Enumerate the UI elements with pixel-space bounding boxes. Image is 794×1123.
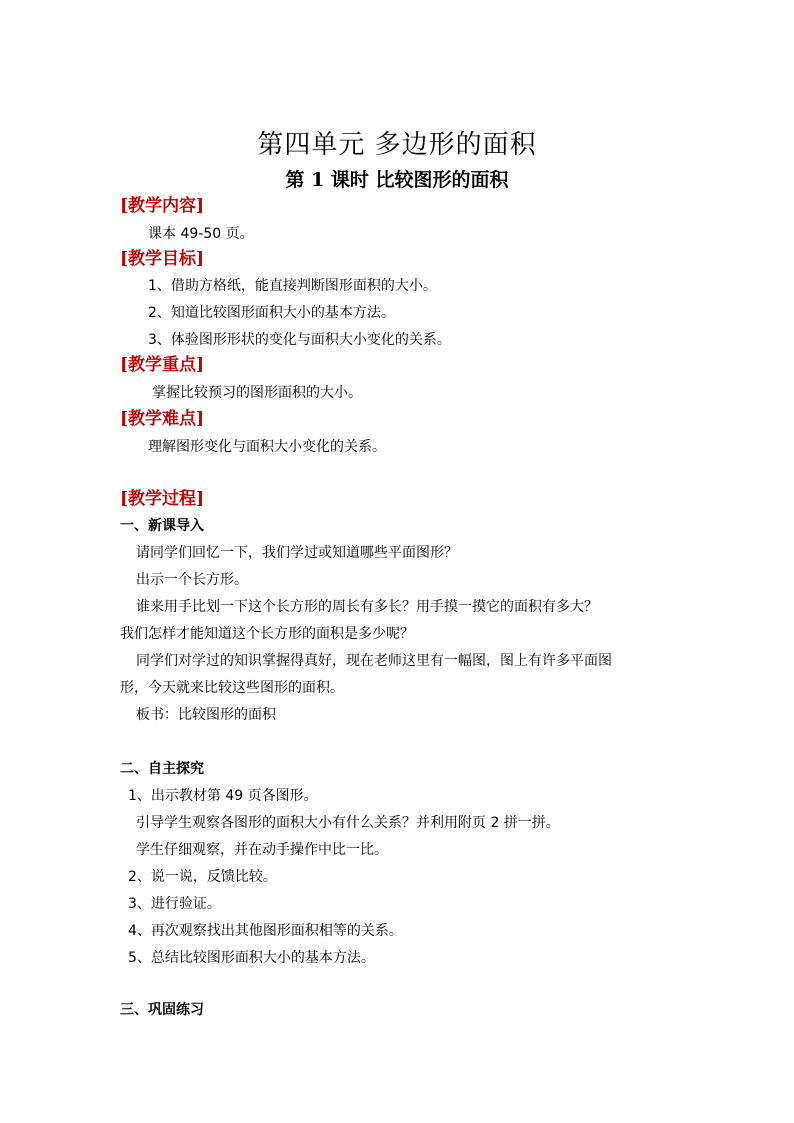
intro-line-1: 请同学们回忆一下，我们学过或知道哪些平面图形？ [136, 545, 458, 561]
explore-line-3: 学生仔细观察，并在动手操作中比一比。 [136, 842, 388, 858]
section-heading-goals: [教学目标] [120, 249, 205, 269]
section-heading-process: [教学过程] [120, 489, 205, 509]
goal-item-1: 1、借助方格纸，能直接判断图形面积的大小。 [148, 278, 437, 294]
intro-line-3: 谁来用手比划一下这个长方形的周长有多长？用手摸一摸它的面积有多大？ [136, 599, 598, 615]
section-heading-difficulty: [教学难点] [120, 409, 205, 429]
step-title-practice: 三、巩固练习 [120, 1002, 204, 1018]
intro-line-4: 我们怎样才能知道这个长方形的面积是多少呢？ [120, 626, 414, 642]
explore-line-4: 2、说一说，反馈比较。 [128, 869, 277, 885]
section-heading-key-point: [教学重点] [120, 355, 205, 375]
intro-line-7: 板书：比较图形的面积 [136, 707, 276, 723]
explore-line-6: 4、再次观察找出其他图形面积相等的关系。 [128, 923, 403, 939]
intro-line-2: 出示一个长方形。 [136, 572, 248, 588]
explore-line-7: 5、总结比较图形面积大小的基本方法。 [128, 950, 375, 966]
section-heading-content: [教学内容] [120, 196, 205, 216]
explore-line-5: 3、进行验证。 [128, 896, 221, 912]
lesson-title: 第 1 课时 比较图形的面积 [285, 169, 509, 191]
explore-line-2: 引导学生观察各图形的面积大小有什么关系？并利用附页 2 拼一拼。 [136, 815, 560, 831]
difficulty-text: 理解图形变化与面积大小变化的关系。 [148, 439, 386, 455]
intro-line-6: 形，今天就来比较这些图形的面积。 [120, 680, 344, 696]
step-title-explore: 二、自主探究 [120, 761, 204, 777]
key-point-text: 掌握比较预习的图形面积的大小。 [152, 385, 362, 401]
goal-item-3: 3、体验图形形状的变化与面积大小变化的关系。 [148, 332, 451, 348]
goal-item-2: 2、知道比较图形面积大小的基本方法。 [148, 305, 395, 321]
unit-title: 第四单元 多边形的面积 [257, 130, 537, 160]
explore-line-1: 1、出示教材第 49 页各图形。 [128, 788, 318, 804]
content-text: 课本 49-50 页。 [148, 226, 254, 242]
intro-line-5: 同学们对学过的知识掌握得真好，现在老师这里有一幅图，图上有许多平面图 [136, 653, 612, 669]
step-title-intro: 一、新课导入 [120, 518, 204, 534]
